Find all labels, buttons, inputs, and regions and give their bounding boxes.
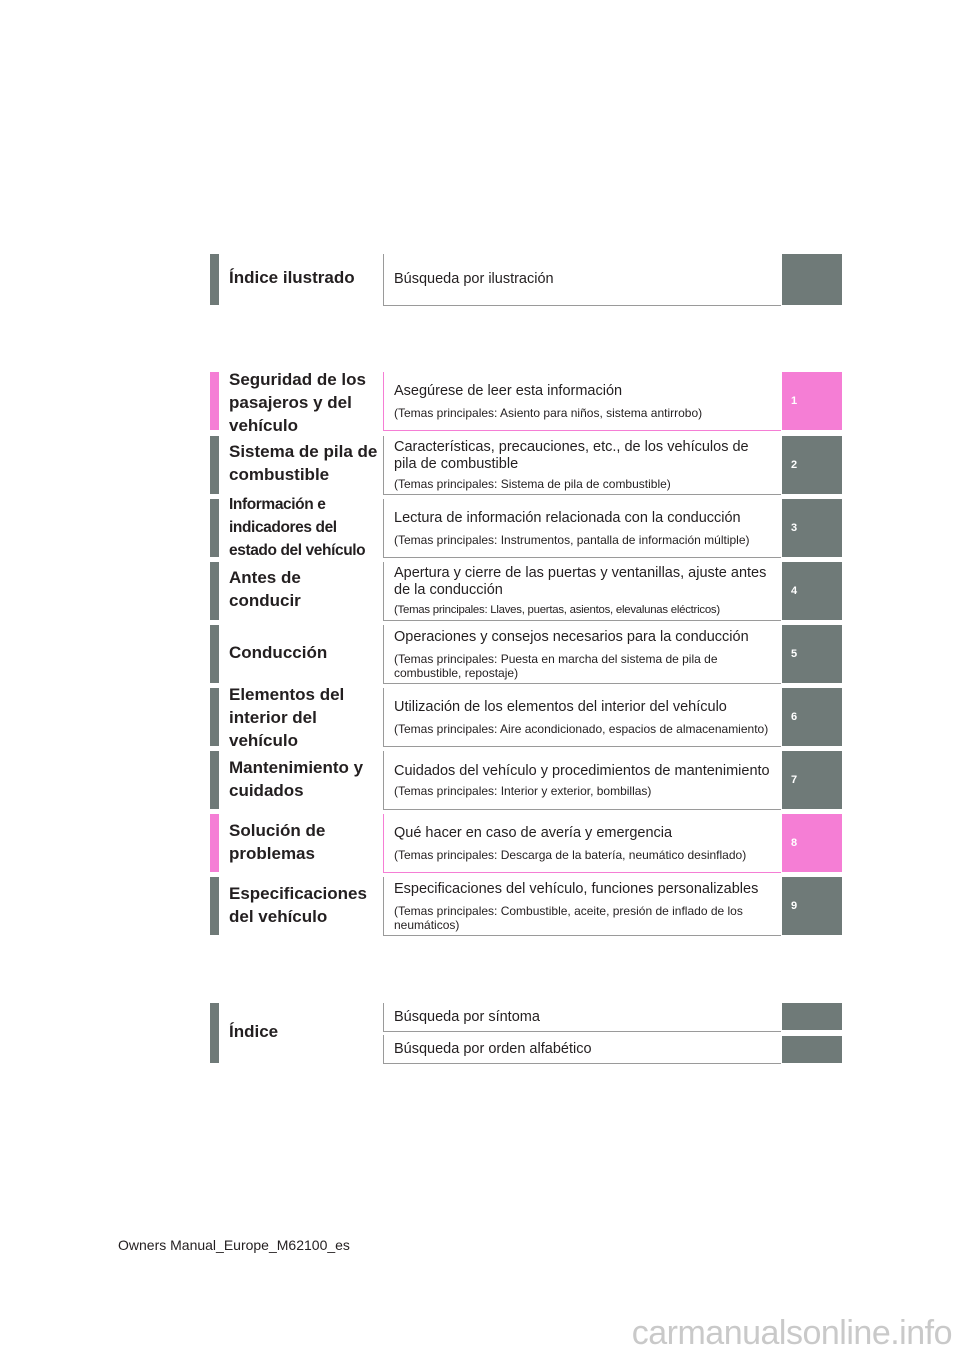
section-4-desc: Apertura y cierre de las puertas y ventanillas, ajuste antes de la conducción [394,565,767,598]
section-9-content[interactable] [383,877,781,936]
section-6-bar [210,688,219,746]
section-7-title[interactable]: Mantenimiento y cuidados [229,758,364,800]
section-7-num: 7 [791,774,798,786]
section-9-sub: (Temas principales: Combustible, aceite, presión de inflado de los neumáticos) [394,903,743,932]
header-desc: Búsqueda por ilustración [394,271,554,287]
section-8-num: 8 [791,837,798,849]
section-8-content[interactable] [383,814,781,873]
index-tab-alphabetical[interactable] [782,1036,842,1063]
section-1-bar [210,372,219,430]
section-4-tab[interactable] [782,562,842,620]
section-1-tab[interactable] [782,372,842,430]
section-7-bar [210,751,219,809]
section-5-desc: Operaciones y consejos necesarios para la conducción [394,628,749,645]
section-9-num: 9 [791,900,798,912]
index-item-symptom-label: Búsqueda por síntoma [394,1008,540,1025]
section-2-num: 2 [791,459,798,471]
section-7-desc: Cuidados del vehículo y procedimientos de mantenimiento [394,762,770,779]
section-6-title[interactable]: Elementos del interior del vehículo [229,685,345,750]
section-8-tab[interactable] [782,814,842,872]
section-3-desc: Lectura de información relacionada con la conducción [394,509,741,526]
section-5-content[interactable] [383,625,781,684]
section-7-content[interactable] [383,751,781,810]
section-9-bar [210,877,219,935]
section-5-tab[interactable] [782,625,842,683]
section-2-bar [210,436,219,494]
section-3-sub: (Temas principales: Instrumentos, pantalla de información múltiple) [394,532,750,547]
section-2-tab[interactable] [782,436,842,494]
section-8-desc: Qué hacer en caso de avería y emergencia [394,824,673,841]
index-bar [210,1003,219,1063]
section-1-content[interactable] [383,372,781,431]
section-4-content[interactable] [383,562,781,621]
section-4-sub: (Temas principales: Llaves, puertas, asientos, elevalunas eléctricos) [394,604,720,616]
section-5-title[interactable]: Conducción [229,643,328,662]
section-2-title[interactable]: Sistema de pila de combustible [229,442,378,484]
header-link[interactable] [383,254,781,306]
section-2-content[interactable] [383,436,781,495]
section-7-sub: (Temas principales: Interior y exterior, bombillas) [394,783,652,798]
section-5-num: 5 [791,648,798,660]
section-2-sub: (Temas principales: Sistema de pila de combustible) [394,477,671,491]
section-4-title[interactable]: Antes de conducir [229,568,301,610]
header-title[interactable]: Índice ilustrado [229,268,355,287]
section-4-num: 4 [791,585,798,597]
section-9-tab[interactable] [782,877,842,935]
section-6-sub: (Temas principales: Aire acondicionado, espacios de almacenamiento) [394,721,769,736]
index-item-symptom[interactable] [383,1003,781,1032]
section-8-bar [210,814,219,872]
section-8-title[interactable]: Solución de problemas [229,821,326,863]
section-2-desc: Características, precauciones, etc., de los vehículos de pila de combustible [394,439,749,472]
section-4-bar [210,562,219,620]
section-1-desc: Asegúrese de leer esta información [394,382,623,399]
section-1-title[interactable]: Seguridad de los pasajeros y del vehículo [229,370,366,435]
section-6-content[interactable] [383,688,781,747]
section-6-num: 6 [791,711,798,723]
section-9-desc: Especificaciones del vehículo, funciones personalizables [394,880,759,897]
index-item-alphabetical-label: Búsqueda por orden alfabético [394,1040,592,1057]
header-bar [210,254,219,305]
footer-text: Owners Manual_Europe_M62100_es [118,1237,350,1253]
section-6-tab[interactable] [782,688,842,746]
section-9-title[interactable]: Especificaciones del vehículo [229,884,367,926]
section-1-num: 1 [791,395,798,407]
section-3-bar [210,499,219,557]
index-tab-symptom[interactable] [782,1003,842,1030]
section-5-bar [210,625,219,683]
header-tab[interactable] [782,254,842,305]
section-3-tab[interactable] [782,499,842,557]
watermark: carmanualsonline.info [631,1314,952,1352]
section-6-desc: Utilización de los elementos del interior del vehículo [394,698,727,715]
index-item-alphabetical[interactable] [383,1035,781,1064]
section-5-sub: (Temas principales: Puesta en marcha del sistema de pila de combustible, repostaje) [394,651,718,680]
section-7-tab[interactable] [782,751,842,809]
section-1-sub: (Temas principales: Asiento para niños, sistema antirrobo) [394,405,703,420]
section-3-title[interactable]: Información e indicadores del estado del vehículo [229,496,366,559]
section-3-num: 3 [791,522,798,534]
section-3-content[interactable] [383,499,781,558]
index-title: Índice [229,1022,279,1041]
section-8-sub: (Temas principales: Descarga de la batería, neumático desinflado) [394,847,747,862]
